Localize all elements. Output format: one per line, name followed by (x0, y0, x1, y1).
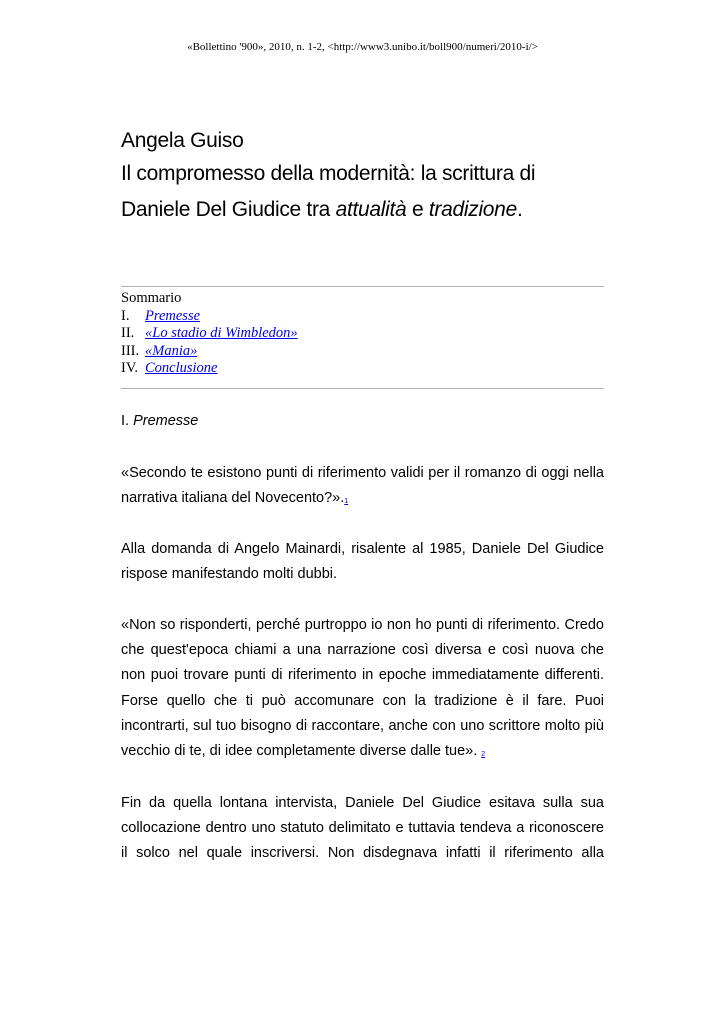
paragraph-line: Forse quello che ti può accomunare con la tradizione è il fare. Puoi (121, 692, 604, 709)
toc-link-conclusione[interactable]: Conclusione (145, 360, 218, 376)
paragraph-3 (121, 613, 604, 766)
paragraph-line (121, 739, 604, 766)
author-name: Angela Guiso (121, 129, 244, 152)
paragraph-4 (121, 791, 604, 867)
section-heading (121, 413, 198, 429)
paragraph-line: incontrarti, sul tuo bisogno di raccontare, anche con uno scrittore molto più (121, 717, 604, 734)
page-header-citation: «Bollettino '900», 2010, n. 1-2, <http://www3.unibo.it/boll900/numeri/2010-i/> (187, 41, 538, 53)
toc-item-number: I. (121, 307, 130, 324)
paragraph-line (121, 486, 604, 513)
toc-item (121, 325, 298, 343)
paragraph-line: «Non so risponderti, perché purtroppo io non ho punti di riferimento. Credo (121, 617, 604, 633)
title-italic-attualita: attualità (335, 198, 407, 221)
toc-link-mania[interactable]: «Mania» (145, 342, 198, 359)
toc-bottom-divider (121, 388, 604, 389)
toc-link-wimbledon[interactable]: «Lo stadio di Wimbledon» (145, 325, 298, 341)
paragraph-1 (121, 461, 604, 513)
paragraph-line: collocazione dentro uno statuto delimitato e tuttavia tendeva a riconoscere (121, 820, 604, 837)
toc-heading: Sommario (121, 290, 182, 306)
title-line-2-mid: e (406, 198, 429, 221)
paragraph-line: che quest'epoca chiami a una narrazione così diversa e così nuova che (121, 642, 604, 659)
toc-item (121, 360, 298, 378)
title-line-1: Il compromesso della modernità: la scrittura di (121, 162, 536, 185)
title-line-2 (121, 192, 611, 228)
toc-item-number: IV. (121, 360, 139, 376)
paragraph-line: rispose manifestando molti dubbi. (121, 566, 338, 583)
footnote-link-1[interactable]: 1 (344, 498, 349, 506)
paragraph-line-text: vecchio di te, di idee completamente diverse dalle tue». (121, 743, 478, 760)
paragraph-line: «Secondo te esistono punti di riferimento validi per il romanzo di oggi nella (121, 465, 604, 481)
toc-item-number: II. (121, 325, 135, 341)
toc-top-divider (121, 286, 604, 287)
paragraph-line: Fin da quella lontana intervista, Daniele Del Giudice esitava sulla sua (121, 795, 604, 811)
section-number: I. (121, 413, 134, 429)
paragraph-line: il solco nel quale inscriversi. Non disdegnava infatti il riferimento alla (121, 845, 604, 862)
paragraph-2 (121, 537, 604, 587)
article-title-block (121, 126, 611, 228)
paragraph-line-text: narrativa italiana del Novecento?». (121, 490, 345, 507)
title-line-2-prefix: Daniele Del Giudice tra (121, 198, 336, 221)
paragraph-line: Alla domanda di Angelo Mainardi, risalente al 1985, Daniele Del Giudice (121, 541, 604, 557)
toc-item-number: III. (121, 342, 140, 359)
paragraph-line: non puoi trovare punti di riferimento in epoche immediatamente differenti. (121, 667, 604, 684)
title-italic-tradizione: tradizione (428, 198, 517, 221)
toc-item (121, 308, 298, 326)
table-of-contents (121, 290, 298, 378)
title-line-2-end: . (516, 198, 523, 221)
toc-item (121, 343, 298, 361)
section-title: Premesse (133, 413, 199, 429)
footnote-link-2[interactable]: 2 (481, 751, 486, 759)
toc-link-premesse[interactable]: Premesse (145, 307, 201, 324)
